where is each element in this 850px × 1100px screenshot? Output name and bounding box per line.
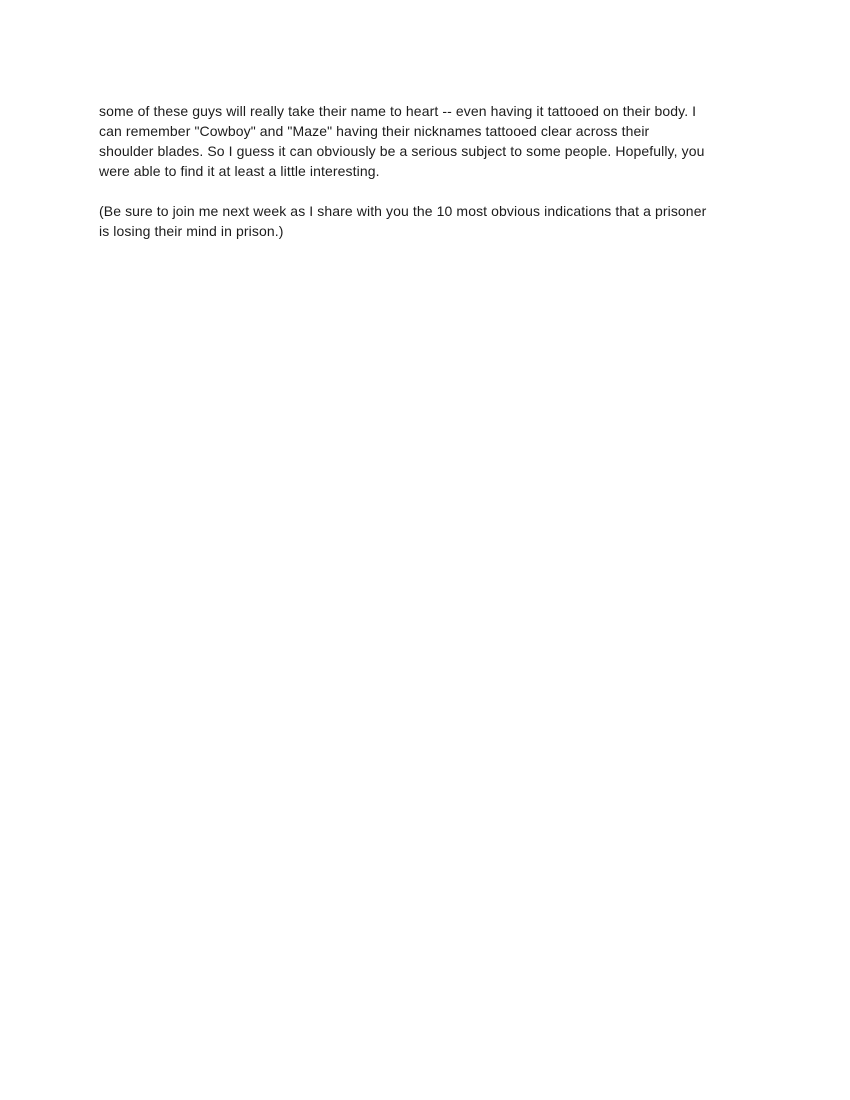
text-line: shoulder blades. So I guess it can obviously be a serious subject to some people. Hopefully, you	[99, 143, 705, 159]
paragraph	[99, 101, 799, 181]
text-line: is losing their mind in prison.)	[99, 223, 284, 239]
text-line: were able to find it at least a little interesting.	[99, 163, 380, 179]
text-line: some of these guys will really take their name to heart -- even having it tattooed on their body. I	[99, 103, 697, 119]
paragraph	[99, 201, 799, 241]
document-text-block	[99, 101, 799, 261]
text-line: (Be sure to join me next week as I share with you the 10 most obvious indications that a prisoner	[99, 203, 707, 219]
text-line: can remember "Cowboy" and "Maze" having their nicknames tattooed clear across their	[99, 123, 650, 139]
